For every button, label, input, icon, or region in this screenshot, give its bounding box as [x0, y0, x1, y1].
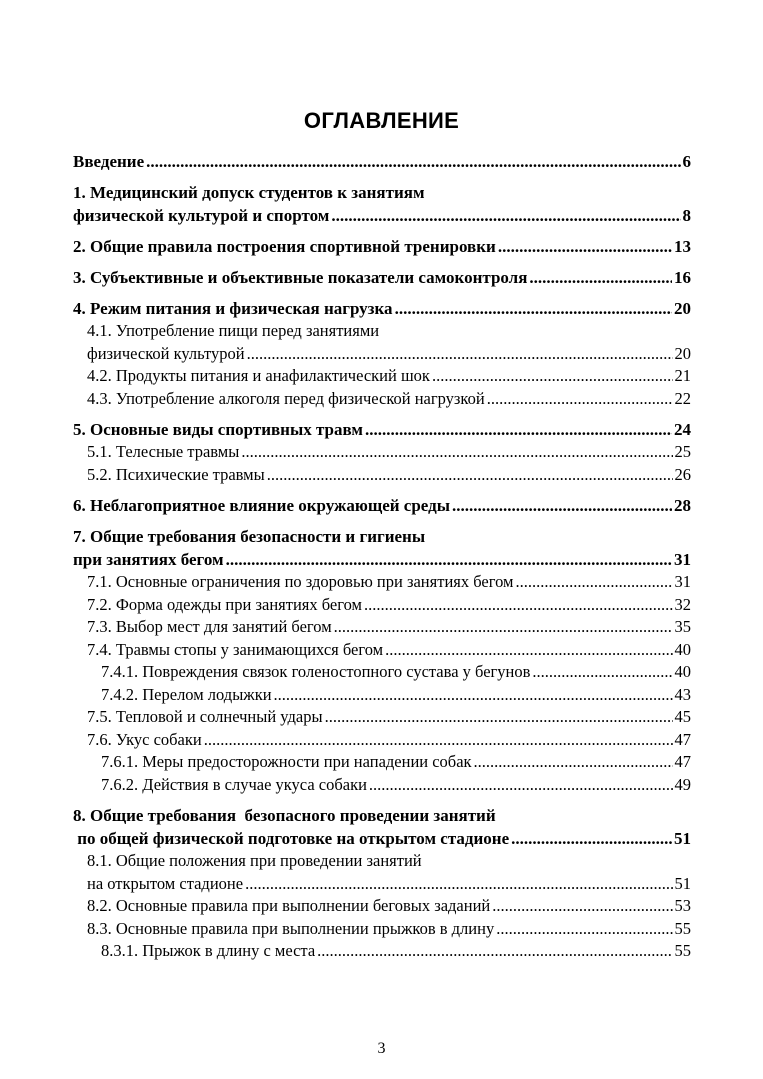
toc-entry-label: 4.3. Употребление алкоголя перед физической нагрузкой — [87, 388, 485, 408]
toc-entry[interactable] — [73, 365, 691, 388]
toc-entry-label: 7.1. Основные ограничения по здоровью при занятиях бегом — [87, 572, 514, 591]
page-number: 3 — [377, 1040, 386, 1057]
dot-leader — [204, 729, 673, 752]
toc-entry-leader-line — [73, 548, 691, 571]
toc-entry-label: 4.2. Продукты питания и анафилактический шок — [87, 366, 430, 385]
toc-entry-page: 40 — [674, 662, 691, 681]
toc-entry-label: 7.4.2. Перелом лодыжки — [101, 684, 272, 704]
toc-entry[interactable] — [73, 729, 691, 752]
toc-entry-leader-line — [87, 571, 691, 594]
toc-entry-page: 20 — [674, 343, 691, 363]
dot-leader — [532, 661, 672, 684]
dot-leader — [496, 918, 672, 941]
toc-entry-leader-line — [87, 388, 691, 411]
toc-entry-label: 7.2. Форма одежды при занятиях бегом — [87, 594, 362, 614]
toc-entry-leader-line — [73, 235, 691, 258]
toc-entry[interactable] — [73, 751, 691, 774]
toc-entry-label: физической культурой — [87, 343, 245, 363]
toc-entry-text-line: 4.1. Употребление пищи перед занятиями — [87, 321, 380, 340]
toc-entry-leader-line — [73, 204, 691, 227]
toc-entry-leader-line — [73, 418, 691, 441]
toc-entry-leader-line — [87, 616, 691, 639]
toc-entry[interactable] — [73, 895, 691, 918]
toc-entry[interactable] — [73, 594, 691, 617]
toc-entry-page: 47 — [674, 729, 691, 749]
toc-entry-page: 26 — [674, 464, 691, 484]
toc-entry-label: 7.4. Травмы стопы у занимающихся бегом — [87, 639, 384, 659]
toc-entry-leader-line — [87, 639, 691, 662]
toc-entry-page: 16 — [674, 268, 691, 287]
toc-entry-label: 5. Основные виды спортивных травм — [73, 420, 363, 439]
toc-entry[interactable] — [73, 940, 691, 963]
toc-entry-label: 3. Субъективные и объективные показатели самоконтроля — [73, 268, 528, 287]
toc-entry-leader-line — [101, 774, 691, 797]
dot-leader — [395, 297, 672, 320]
toc-entry[interactable] — [73, 235, 691, 258]
toc-entry-page: 32 — [674, 594, 691, 614]
dot-leader — [331, 204, 680, 227]
toc-entry-page: 35 — [674, 617, 691, 636]
dot-leader — [498, 235, 672, 258]
toc-entry-leader-line — [87, 594, 691, 617]
dot-leader — [432, 365, 673, 388]
dot-leader — [317, 940, 672, 963]
toc-entry[interactable] — [73, 571, 691, 594]
toc-entry-leader-line — [87, 895, 691, 918]
dot-leader — [247, 343, 673, 366]
toc-entry[interactable] — [73, 388, 691, 411]
toc-entry-leader-line — [87, 343, 691, 366]
dot-leader — [529, 266, 672, 289]
toc-entry-leader-line — [73, 297, 691, 320]
toc-entry-label: 5.1. Телесные травмы — [87, 442, 240, 461]
toc-entry-leader-line — [87, 365, 691, 388]
toc-entry[interactable] — [73, 150, 691, 173]
toc-entry-leader-line — [101, 751, 691, 774]
toc-entry[interactable] — [73, 320, 691, 365]
toc-entry-page: 55 — [674, 918, 691, 938]
toc-entry-page: 51 — [674, 829, 691, 848]
toc-entry[interactable] — [73, 418, 691, 441]
toc-entry-text-line: 7. Общие требования безопасности и гигиены — [73, 527, 426, 546]
dot-leader — [369, 774, 673, 797]
toc-entry-label: 2. Общие правила построения спортивной тренировки — [73, 237, 496, 256]
dot-leader — [511, 827, 672, 850]
dot-leader — [245, 873, 672, 896]
toc-entry-label: 7.4.1. Повреждения связок голеностопного сустава у бегунов — [101, 662, 531, 681]
toc-entry[interactable] — [73, 616, 691, 639]
toc-entry-page: 20 — [674, 299, 691, 318]
toc-entry-page: 51 — [674, 873, 691, 893]
toc-entry[interactable] — [73, 494, 691, 517]
toc-entry[interactable] — [73, 684, 691, 707]
dot-leader — [334, 616, 673, 639]
toc-entry-page: 8 — [682, 206, 691, 225]
toc-entry[interactable] — [73, 850, 691, 895]
toc-entry-leader-line — [87, 464, 691, 487]
toc-entry-label: 4. Режим питания и физическая нагрузка — [73, 299, 393, 318]
toc-entry[interactable] — [73, 464, 691, 487]
toc-entry-leader-line — [87, 706, 691, 729]
toc-entry-label: 8.3. Основные правила при выполнении прыжков в длину — [87, 918, 495, 938]
dot-leader — [146, 150, 680, 173]
toc-entry-label: 5.2. Психические травмы — [87, 464, 265, 484]
toc-entry-label: при занятиях бегом — [73, 550, 224, 569]
toc-entry-page: 6 — [682, 152, 691, 171]
toc-entry-label: 8.3.1. Прыжок в длину с места — [101, 941, 316, 960]
toc-entry[interactable] — [73, 525, 691, 571]
toc-entry-label: 7.5. Тепловой и солнечный удары — [87, 707, 323, 726]
toc-entry-text-line: 1. Медицинский допуск студентов к занятиям — [73, 183, 425, 202]
toc-entry-label: на открытом стадионе — [87, 873, 244, 893]
toc-entry-page: 31 — [674, 572, 691, 591]
toc-entry-leader-line — [73, 150, 691, 173]
dot-leader — [241, 441, 672, 464]
toc-entry-leader-line — [87, 918, 691, 941]
toc-entry[interactable] — [73, 181, 691, 227]
toc-entry-page: 28 — [674, 496, 691, 515]
table-of-contents — [73, 150, 691, 963]
toc-entry-label: физической культурой и спортом — [73, 206, 330, 225]
toc-entry-leader-line — [101, 684, 691, 707]
toc-entry-text-line: 8.1. Общие положения при проведении занятий — [87, 851, 422, 870]
toc-entry[interactable] — [73, 661, 691, 684]
toc-entry-label: по общей физической подготовке на открытом стадионе — [73, 829, 510, 848]
toc-entry-page: 47 — [674, 752, 691, 771]
dot-leader — [474, 751, 673, 774]
toc-entry[interactable] — [73, 774, 691, 797]
toc-entry[interactable] — [73, 266, 691, 289]
toc-entry-page: 24 — [674, 420, 691, 439]
toc-entry-page: 49 — [674, 774, 691, 794]
toc-entry-page: 53 — [674, 896, 691, 915]
toc-entry-label: Введение — [73, 152, 145, 171]
toc-entry-text-line: 8. Общие требования безопасного проведении занятий — [73, 806, 496, 825]
toc-entry-label: 8.2. Основные правила при выполнении беговых заданий — [87, 896, 491, 915]
toc-entry-page: 40 — [674, 639, 691, 659]
toc-entry-leader-line — [73, 827, 691, 850]
dot-leader — [385, 639, 672, 662]
dot-leader — [492, 895, 672, 918]
dot-leader — [325, 706, 673, 729]
toc-entry-leader-line — [87, 873, 691, 896]
toc-entry-leader-line — [87, 729, 691, 752]
toc-entry[interactable] — [73, 804, 691, 850]
dot-leader — [487, 388, 673, 411]
toc-entry-page: 21 — [674, 366, 691, 385]
toc-entry-leader-line — [101, 661, 691, 684]
dot-leader — [452, 494, 672, 517]
dot-leader — [365, 418, 672, 441]
toc-entry-page: 43 — [674, 684, 691, 704]
dot-leader — [515, 571, 672, 594]
toc-entry-page: 13 — [674, 237, 691, 256]
dot-leader — [267, 464, 673, 487]
toc-entry-leader-line — [73, 494, 691, 517]
toc-entry-leader-line — [73, 266, 691, 289]
toc-entry[interactable] — [73, 639, 691, 662]
dot-leader — [274, 684, 673, 707]
toc-entry-label: 6. Неблагоприятное влияние окружающей среды — [73, 496, 450, 515]
page-title: ОГЛАВЛЕНИЕ — [303, 108, 460, 133]
toc-entry[interactable] — [73, 441, 691, 464]
toc-entry[interactable] — [73, 297, 691, 320]
toc-entry-label: 7.6. Укус собаки — [87, 729, 202, 749]
toc-entry-label: 7.3. Выбор мест для занятий бегом — [87, 617, 332, 636]
toc-entry-page: 55 — [674, 941, 691, 960]
toc-entry[interactable] — [73, 918, 691, 941]
toc-entry-page: 25 — [674, 442, 691, 461]
toc-entry-leader-line — [101, 940, 691, 963]
toc-entry-label: 7.6.2. Действия в случае укуса собаки — [101, 774, 367, 794]
toc-entry[interactable] — [73, 706, 691, 729]
toc-entry-page: 45 — [674, 707, 691, 726]
toc-entry-page: 31 — [674, 550, 691, 569]
dot-leader — [226, 548, 672, 571]
toc-entry-page: 22 — [674, 388, 691, 408]
dot-leader — [364, 594, 673, 617]
toc-entry-label: 7.6.1. Меры предосторожности при нападении собак — [101, 752, 472, 771]
toc-entry-leader-line — [87, 441, 691, 464]
